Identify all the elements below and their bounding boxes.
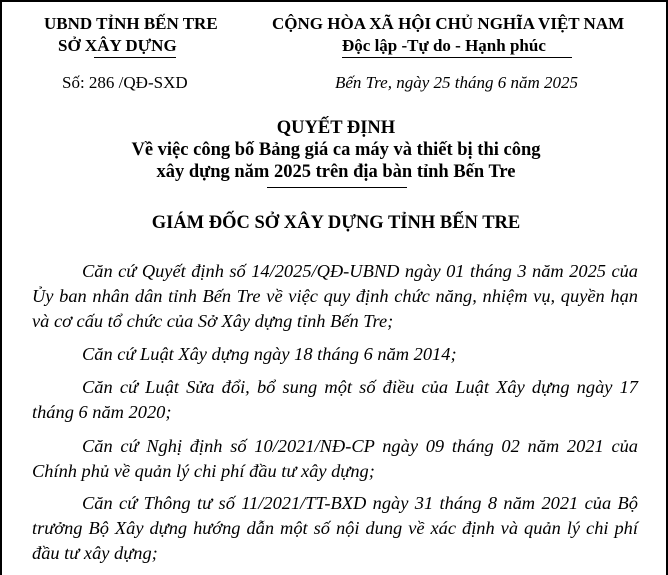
subject-line-1: Về việc công bố Bảng giá ca máy và thiết bị thi công [131, 140, 541, 160]
basis-1-line-2: Ủy ban nhân dân tỉnh Bến Tre về việc quy định chức năng, nhiệm vụ, quyền hạn [32, 286, 638, 306]
place-date: Bến Tre, ngày 25 tháng 6 năm 2025 [335, 73, 579, 92]
document-type: QUYẾT ĐỊNH [276, 118, 396, 138]
basis-3-line-2: tháng 6 năm 2020; [32, 402, 172, 422]
motto-underline [342, 57, 572, 58]
legal-basis-1 [32, 259, 638, 334]
agency-underline [94, 57, 176, 58]
basis-5-line-2: trưởng Bộ Xây dựng hướng dẫn một số nội dung về xác định và quản lý chi phí [32, 518, 638, 538]
basis-1-line-3: và cơ cấu tổ chức của Sở Xây dựng tỉnh Bến Tre; [32, 311, 394, 331]
issuing-authority: GIÁM ĐỐC SỞ XÂY DỰNG TỈNH BẾN TRE [151, 213, 521, 233]
legal-basis-4 [32, 434, 638, 484]
basis-1-line-1: Căn cứ Quyết định số 14/2025/QĐ-UBND ngày 01 tháng 3 năm 2025 của [82, 261, 638, 281]
agency-name: UBND TỈNH BẾN TRE [44, 14, 218, 33]
subject-line-2: xây dựng năm 2025 trên địa bàn tỉnh Bến Tre [156, 162, 516, 182]
nation-name: CỘNG HÒA XÃ HỘI CHỦ NGHĨA VIỆT NAM [272, 14, 625, 33]
basis-3-line-1: Căn cứ Luật Sửa đổi, bổ sung một số điều của Luật Xây dựng ngày 17 [82, 377, 638, 397]
nation-motto: Độc lập -Tự do - Hạnh phúc [342, 36, 546, 55]
basis-5-line-3: đầu tư xây dựng; [32, 543, 158, 563]
basis-2-line-1: Căn cứ Luật Xây dựng ngày 18 tháng 6 năm 2014; [82, 344, 457, 364]
agency-department: SỞ XÂY DỰNG [58, 36, 177, 55]
basis-4-line-2: Chính phủ về quản lý chi phí đầu tư xây dựng; [32, 461, 375, 481]
basis-4-line-1: Căn cứ Nghị định số 10/2021/NĐ-CP ngày 09 tháng 02 năm 2021 của [82, 436, 638, 456]
basis-5-line-1: Căn cứ Thông tư số 11/2021/TT-BXD ngày 31 tháng 8 năm 2021 của Bộ [82, 493, 638, 513]
document-number: Số: 286 /QĐ-SXD [62, 73, 188, 92]
legal-basis-3 [32, 375, 638, 425]
legal-basis-5 [32, 491, 638, 566]
subject-underline [267, 187, 407, 188]
legal-basis-2 [32, 342, 638, 367]
